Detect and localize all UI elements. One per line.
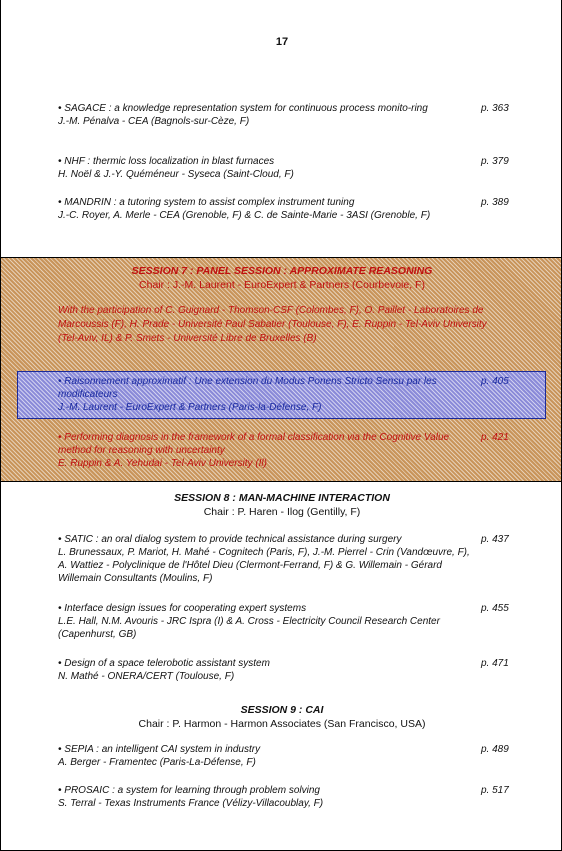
entry-title: • PROSAIC : a system for learning through problem solving (58, 785, 320, 796)
entry-title: • SEPIA : an intelligent CAI system in industry (58, 744, 261, 755)
entry-title: • Performing diagnosis in the framework of a formal classification via the Cognitive Value method for reasoning with uncertainty (58, 432, 450, 456)
session-chair: Chair : P. Harmon - Harmon Associates (San Francisco, USA) (138, 718, 426, 730)
toc-entry-sepia (58, 743, 509, 769)
entry-title: • Raisonnement approximatif : Une extension du Modus Ponens Stricto Sensu par les modificateurs (58, 376, 437, 400)
entry-page: p. 437 (481, 534, 509, 545)
entry-page: p. 405 (481, 376, 509, 387)
session-chair: Chair : J.-M. Laurent - EuroExpert & Partners (Courbevoie, F) (139, 279, 425, 291)
entry-authors: E. Ruppin & A. Yehudai - Tel-Aviv University (Il) (58, 458, 267, 469)
entry-page: p. 363 (481, 103, 509, 114)
session-title: SESSION 9 : CAI (240, 704, 324, 716)
toc-entry-interface-design (58, 602, 509, 641)
entry-page: p. 471 (481, 658, 509, 669)
page-number: 17 (275, 36, 289, 48)
entry-authors: H. Noël & J.-Y. Quéméneur - Syseca (Saint-Cloud, F) (58, 169, 294, 180)
toc-entry-nhf (58, 155, 509, 181)
entry-authors: S. Terral - Texas Instruments France (Vélizy-Villacoublay, F) (58, 798, 324, 809)
entry-page: p. 489 (481, 744, 509, 755)
toc-entry-satic (58, 533, 509, 585)
entry-title: • Design of a space telerobotic assistant system (58, 658, 270, 669)
session-title: SESSION 7 : PANEL SESSION : APPROXIMATE REASONING (131, 265, 433, 277)
session-chair: Chair : P. Haren - Ilog (Gentilly, F) (203, 506, 361, 518)
toc-entry-telerobotic (58, 657, 509, 683)
toc-entry-sagace (58, 102, 509, 128)
entry-title: • SAGACE : a knowledge representation system for continuous process monito-ring (58, 103, 428, 114)
session7-participation: With the participation of C. Guignard - Thomson-CSF (Colombes, F), O. Paillet - Laboratoires de Marcoussis (F), H. Prade - Université Paul Sabatier (Toulouse, F), E. Ruppin - Tel-Aviv University (Tel-Aviv, IL) & P. Smets - Université Libre de Bruxelles (B) (58, 305, 487, 344)
entry-page: p. 389 (481, 197, 509, 208)
entry-authors: L.E. Hall, N.M. Avouris - JRC Ispra (I) & A. Cross - Electricity Council Research Center (Capenhurst, GB) (58, 616, 440, 640)
entry-page: p. 455 (481, 603, 509, 614)
entry-title: • SATIC : an oral dialog system to provide technical assistance during surgery (58, 534, 402, 545)
entry-authors: A. Berger - Framentec (Paris-La-Défense, F) (58, 757, 256, 768)
toc-entry-mandrin (58, 196, 509, 222)
entry-page: p. 379 (481, 156, 509, 167)
entry-page: p. 517 (481, 785, 509, 796)
entry-authors: J.-C. Royer, A. Merle - CEA (Grenoble, F) & C. de Sainte-Marie - 3ASI (Grenoble, F) (58, 210, 431, 221)
entry-title: • NHF : thermic loss localization in blast furnaces (58, 156, 275, 167)
entry-authors: L. Brunessaux, P. Mariot, H. Mahé - Cognitech (Paris, F), J.-M. Pierrel - Crin (Vandœuvre, F), A. Wattiez - Polyclinique de l'Hôtel Dieu (Clermont-Ferrand, F) & G. Willemain - Gérard Willemain Consultants (Moulins, F) (58, 547, 470, 584)
entry-title: • MANDRIN : a tutoring system to assist complex instrument tuning (58, 197, 355, 208)
entry-authors: N. Mathé - ONERA/CERT (Toulouse, F) (58, 671, 235, 682)
toc-entry-diagnosis (58, 431, 509, 470)
session8-heading (1, 491, 562, 519)
session9-heading (1, 703, 562, 731)
session-title: SESSION 8 : MAN-MACHINE INTERACTION (174, 492, 390, 504)
toc-entry-prosaic (58, 784, 509, 810)
entry-title: • Interface design issues for cooperating expert systems (58, 603, 307, 614)
entry-authors: J.-M. Pénalva - CEA (Bagnols-sur-Cèze, F) (58, 116, 250, 127)
session7-heading (1, 264, 562, 292)
entry-page: p. 421 (481, 432, 509, 443)
entry-authors: J.-M. Laurent - EuroExpert & Partners (Paris-la-Défense, F) (58, 402, 322, 413)
toc-entry-raisonnement (58, 375, 509, 414)
